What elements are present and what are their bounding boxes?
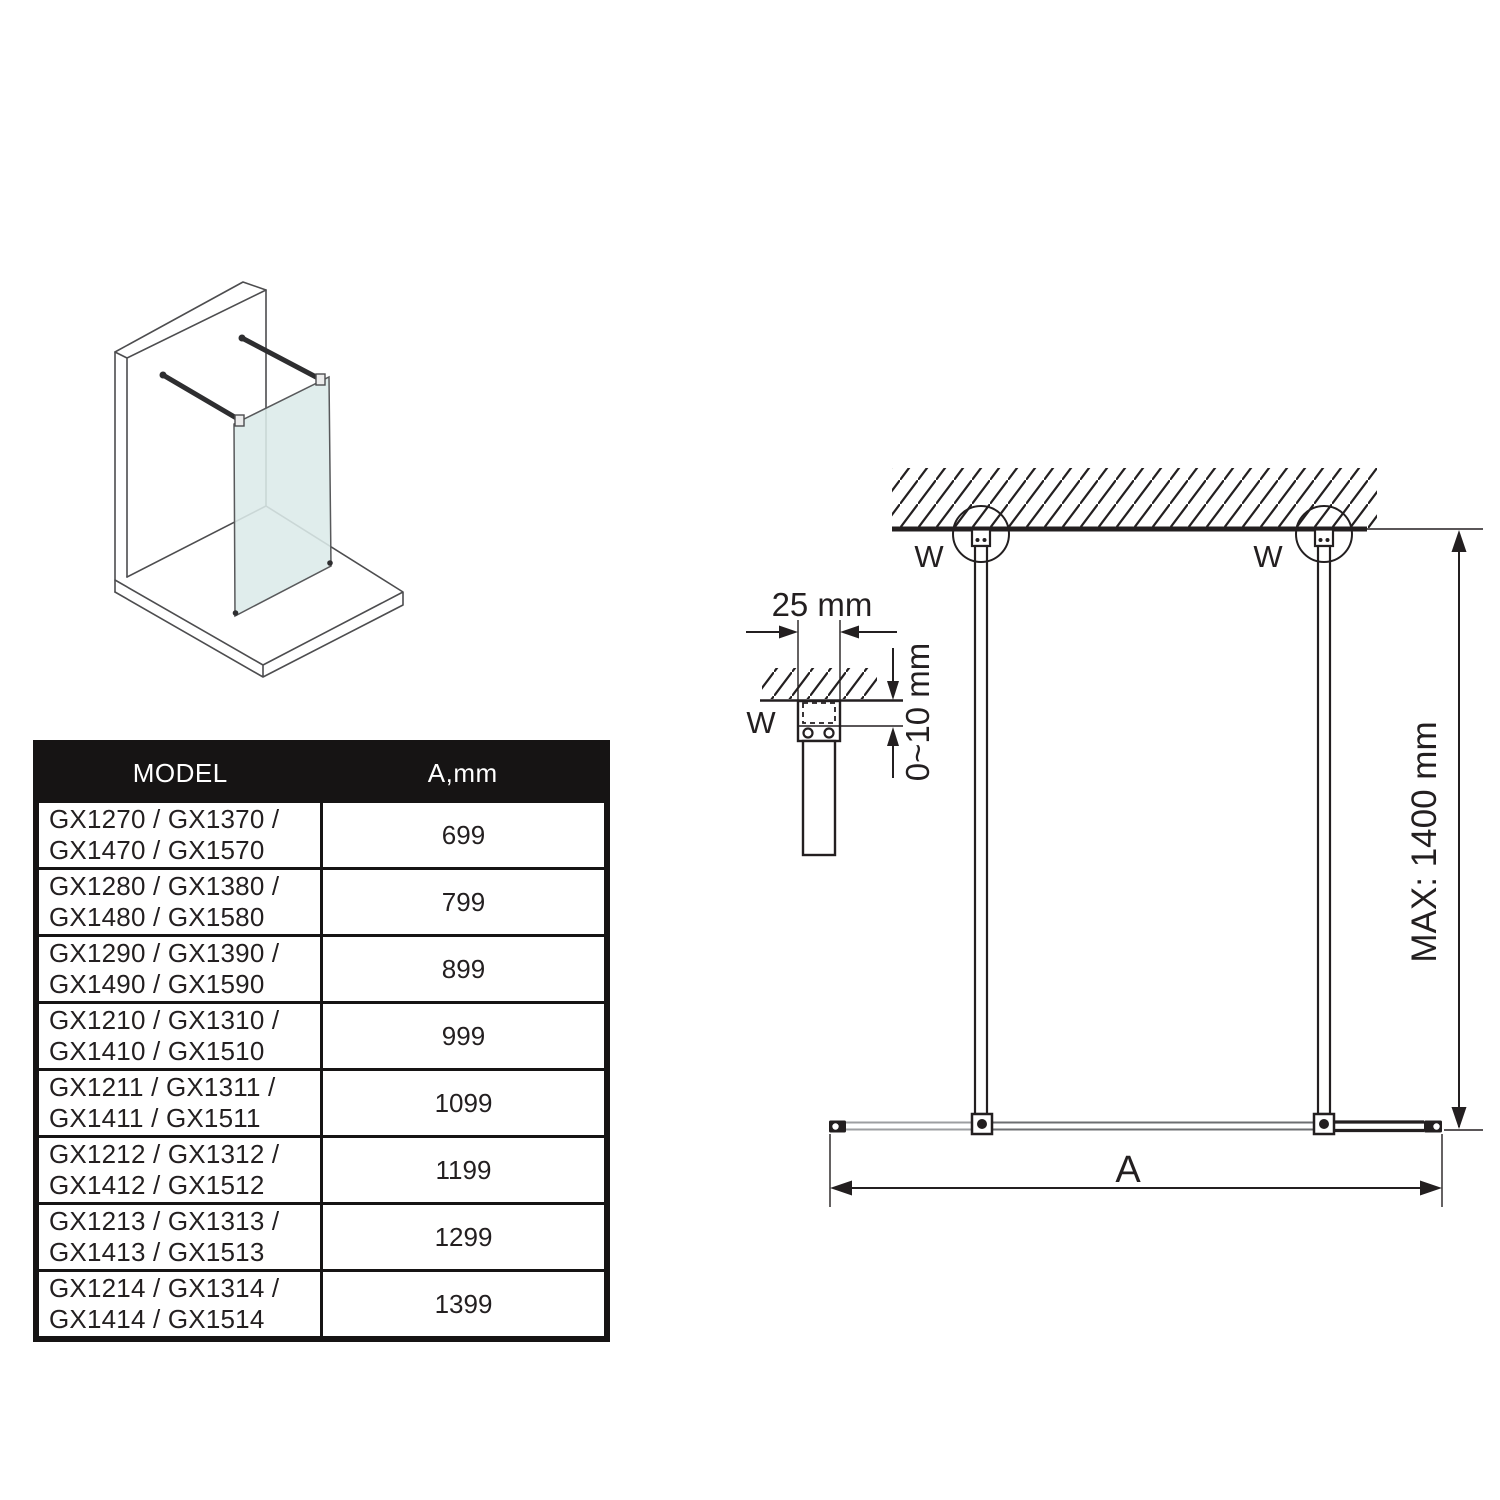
arrowhead-up [1452, 530, 1467, 552]
hatched-wall-detail [762, 668, 877, 699]
bracket-detail-view [746, 586, 936, 855]
bar-left [975, 546, 987, 1114]
glass-panel [234, 377, 331, 616]
dimension-cell: 1199 [322, 1137, 608, 1204]
table-row [36, 936, 607, 1003]
support-bar-left [972, 530, 990, 1115]
table-row [36, 1204, 607, 1271]
bracket-width-dim-label: 25 mm [771, 586, 873, 623]
dimension-column-header: A,mm [322, 743, 608, 802]
table-row [36, 802, 607, 869]
connector-bolt-right [1319, 1119, 1329, 1129]
max-bar-length-label: MAX: 1400 mm [1405, 721, 1444, 963]
model-cell: GX1214 / GX1314 / GX1414 / GX1514 [36, 1271, 322, 1340]
table-row [36, 1070, 607, 1137]
model-dimension-table [33, 740, 610, 1342]
table-row [36, 1271, 607, 1340]
wall-anchor-label-detail: W [746, 705, 776, 740]
arrowhead-down [1452, 1107, 1467, 1129]
arrowhead-left [840, 626, 859, 639]
dimension-cell: 899 [322, 936, 608, 1003]
bracket-screw-hole [804, 729, 813, 738]
support-bar-right [1315, 530, 1333, 1115]
wall-bracket-right [1315, 530, 1333, 547]
wall-bracket-left [972, 530, 990, 547]
dimension-cell: 1299 [322, 1204, 608, 1271]
model-cell: GX1290 / GX1390 / GX1490 / GX1590 [36, 936, 322, 1003]
floor-anchor-dot-left [233, 610, 239, 616]
dimension-cell: 1099 [322, 1070, 608, 1137]
dimension-cell: 799 [322, 869, 608, 936]
table-row [36, 869, 607, 936]
bar-detail [803, 741, 835, 855]
end-cap-hole-left [832, 1123, 838, 1129]
arrowhead-down [887, 681, 899, 700]
bracket-screw [1319, 538, 1323, 542]
model-cell: GX1270 / GX1370 / GX1470 / GX1570 [36, 802, 322, 869]
bracket-screw-hole [825, 729, 834, 738]
table-row [36, 1137, 607, 1204]
arrowhead-up [887, 727, 899, 746]
model-cell: GX1213 / GX1313 / GX1413 / GX1513 [36, 1204, 322, 1271]
glass-clamp-rear [316, 374, 325, 385]
bracket-screw [1326, 538, 1330, 542]
support-bar-front [163, 375, 238, 419]
model-cell: GX1280 / GX1380 / GX1480 / GX1580 [36, 869, 322, 936]
wall-anchor-label-left: W [914, 539, 944, 574]
glass-clamp-front [235, 415, 244, 426]
floor-anchor-dot-right [327, 560, 333, 566]
bracket-screw [983, 538, 987, 542]
dimension-cell: 1399 [322, 1271, 608, 1340]
model-cell: GX1211 / GX1311 / GX1411 / GX1511 [36, 1070, 322, 1137]
hatched-wall [892, 468, 1377, 528]
connector-bolt-left [977, 1119, 987, 1129]
gap-dim-label: 0~10 mm [899, 642, 936, 782]
bracket-screw [976, 538, 980, 542]
arrowhead-right [1420, 1181, 1442, 1196]
glass-width-dim-label: A [1115, 1149, 1141, 1191]
model-cell: GX1210 / GX1310 / GX1410 / GX1510 [36, 1003, 322, 1070]
model-column-header: MODEL [36, 743, 322, 802]
dimension-max-height [1444, 533, 1483, 1130]
table-row [36, 1003, 607, 1070]
wall-bolt-rear [239, 335, 246, 342]
installation-diagram [700, 420, 1500, 1280]
arrowhead-right [779, 626, 798, 639]
bar-right [1318, 546, 1330, 1114]
dimension-cell: 699 [322, 802, 608, 869]
end-cap-hole-right [1433, 1123, 1439, 1129]
table-header-row [36, 743, 607, 802]
support-bar-rear [242, 338, 317, 378]
model-cell: GX1212 / GX1312 / GX1412 / GX1512 [36, 1137, 322, 1204]
glass-panel-plan [829, 1114, 1442, 1134]
wall-anchor-label-right: W [1253, 539, 1283, 574]
dimension-cell: 999 [322, 1003, 608, 1070]
wall-bolt-front [160, 372, 167, 379]
arrowhead-left [830, 1181, 852, 1196]
isometric-view [70, 255, 460, 695]
